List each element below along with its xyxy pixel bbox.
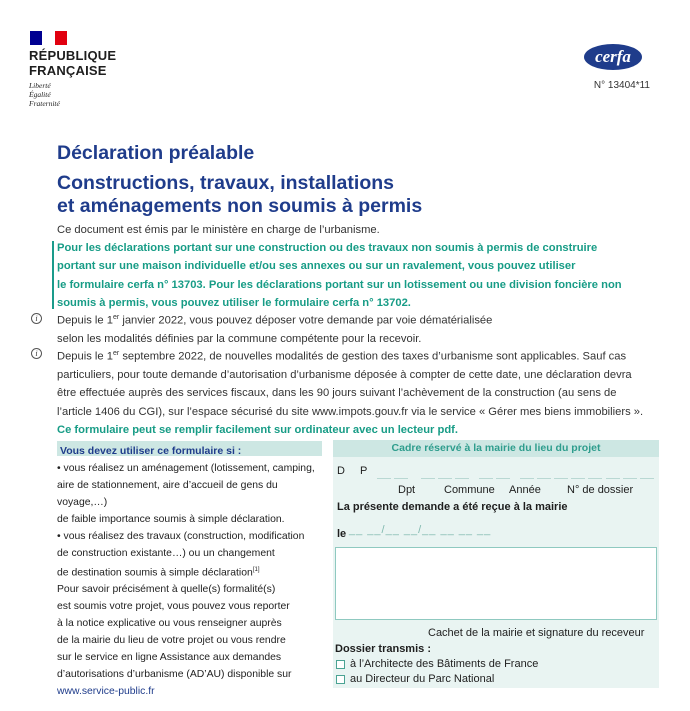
- dossier-number-cell[interactable]: [421, 465, 435, 479]
- dematerialised-note: Depuis le 1er janvier 2022, vous pouvez déposer votre demande par voie dématérialisée selon les modalités définies par la commune compétente pour la recevoir.: [57, 314, 493, 346]
- national-park-option-label: au Directeur du Parc National: [350, 673, 495, 685]
- republic-motto: Liberté Égalité Fraternité: [29, 81, 60, 108]
- national-park-checkbox[interactable]: [336, 675, 345, 684]
- label-dossier-number: N° de dossier: [567, 484, 634, 496]
- label-commune: Commune: [444, 484, 495, 496]
- issued-by-text: Ce document est émis par le ministère en charge de l’urbanisme.: [57, 224, 380, 236]
- dossier-number-cell[interactable]: [520, 465, 534, 479]
- republique-francaise-logo: RÉPUBLIQUE FRANÇAISE: [29, 48, 117, 78]
- dossier-number-cell[interactable]: [438, 465, 452, 479]
- dossier-number-cell[interactable]: [496, 465, 510, 479]
- cerfa-number: N° 13404*11: [593, 80, 650, 91]
- usage-conditions-text: • vous réalisez un aménagement (lotissement, camping, aire de stationnement, aire d’accueil de gens du voyage,…) de faible importance soumis à simple déclaration. • vous réalisez des travaux (construction, modification de construction existante…) ou un changement de destination soumis à simple déclaration[1] Pour savoir précisément à quelle(s) formalité(s) est soumis votre projet, vous pouvez vous reporter à la notice explicative ou vous renseigner auprès de la mairie du lieu de votre projet ou vous rendre sur le service en ligne Assistance aux demandes d’autorisations d’urbanisme (AD’AU) disponible sur www.service-public.fr: [57, 463, 315, 698]
- abf-option-label: à l’Architecte des Bâtiments de France: [350, 658, 539, 670]
- reserved-box-header: Cadre réservé à la mairie du lieu du projet: [333, 440, 659, 457]
- tax-note: Depuis le 1er septembre 2022, de nouvelles modalités de gestion des taxes d’urbanisme sont applicables. Sauf cas particuliers, pour toute demande d’autorisation d’urbanisme déposée à compter de cette date, une déclaration devra être effectuée auprès des services fiscaux, dans les 90 jours suivant l’achèvement de la construction (au sens de l’article 1406 du CGI), sur l’espace sécurisé du site www.impots.gouv.fr via le service « Gérer mes biens immobiliers ». Ce formulaire peut se remplir facilement sur ordinateur avec un lecteur pdf.: [57, 350, 644, 436]
- green-accent-bar: [52, 241, 54, 309]
- dossier-number-cell[interactable]: [394, 465, 408, 479]
- dossier-number-cell[interactable]: [588, 465, 602, 479]
- label-annee: Année: [509, 484, 541, 496]
- reception-date-field[interactable]: __ __/__ __/__ __ __ __: [349, 524, 492, 536]
- le-label: le: [337, 528, 347, 540]
- stamp-signature-area[interactable]: [335, 547, 657, 620]
- dossier-transmitted-label: Dossier transmis :: [335, 643, 431, 655]
- footnote-mark: [1]: [252, 567, 260, 573]
- alternative-forms-note: Pour les déclarations portant sur une construction ou des travaux non soumis à permis de construire portant sur une maison individuelle et/ou ses annexes ou sur un ravalement, vous pouvez utiliser le formulaire cerfa n° 13703. Pour les déclarations portant sur un lotissement ou une division foncière non soumis à permis, vous pouvez utiliser le formulaire cerfa n° 13702.: [57, 242, 622, 309]
- received-statement: La présente demande a été reçue à la mairie: [337, 501, 568, 513]
- usage-conditions-header: Vous devez utiliser ce formulaire si :: [57, 441, 322, 456]
- form-title: Déclaration préalable: [57, 142, 255, 164]
- service-public-link[interactable]: www.service-public.fr: [57, 686, 155, 698]
- abf-checkbox[interactable]: [336, 660, 345, 669]
- label-dpt: Dpt: [398, 484, 416, 496]
- dossier-number-cell[interactable]: [377, 465, 391, 479]
- dossier-number-cell[interactable]: [537, 465, 551, 479]
- stamp-label: Cachet de la mairie et signature du receveur: [428, 627, 645, 639]
- info-icon: i: [31, 348, 42, 359]
- form-subtitle: Constructions, travaux, installations et aménagements non soumis à permis: [57, 172, 423, 217]
- dossier-number-cell[interactable]: [606, 465, 620, 479]
- dossier-number-cell[interactable]: [479, 465, 493, 479]
- dossier-number-cell[interactable]: [571, 465, 585, 479]
- dossier-number-cell[interactable]: [640, 465, 654, 479]
- dossier-number-cell[interactable]: [554, 465, 568, 479]
- info-icon: i: [31, 313, 42, 324]
- cerfa-logo: cerfa: [584, 44, 642, 70]
- d-letter: D: [337, 465, 345, 477]
- p-letter: P: [360, 465, 368, 477]
- dossier-number-cell[interactable]: [623, 465, 637, 479]
- dossier-number-cell[interactable]: [455, 465, 469, 479]
- french-flag-icon: [30, 31, 67, 45]
